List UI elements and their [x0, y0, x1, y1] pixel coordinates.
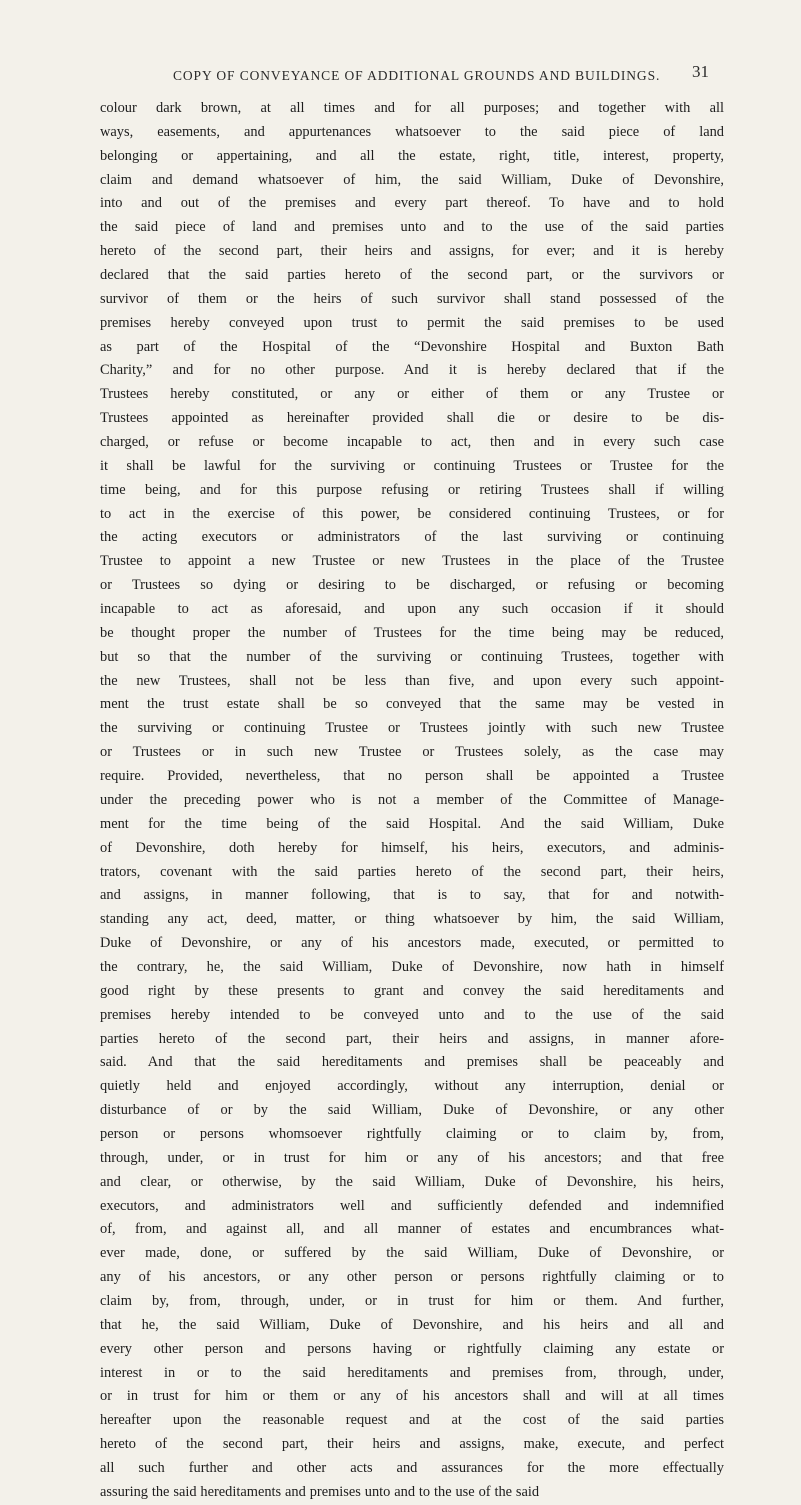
text-line: incapable to act as aforesaid, and upon any such occasion if it should	[100, 601, 724, 618]
text-line: good right by these presents to grant and convey the said hereditaments and	[100, 982, 724, 999]
text-line: the surviving or continuing Trustee or Trustees jointly with such new Trustee	[100, 720, 724, 737]
text-line: that he, the said William, Duke of Devonshire, and his heirs and all and	[100, 1316, 724, 1333]
text-line: into and out of the premises and every part thereof. To have and to hold	[100, 195, 724, 212]
text-line: Charity,” and for no other purpose. And it is hereby declared that if the	[100, 362, 724, 379]
text-line: or in trust for him or them or any of his ancestors shall and will at all times	[100, 1388, 724, 1405]
text-line: of Devonshire, doth hereby for himself, his heirs, executors, and adminis-	[100, 839, 724, 856]
text-line: hereto of the second part, their heirs and assigns, make, execute, and perfect	[100, 1436, 724, 1453]
text-line: declared that the said parties hereto of the second part, or the survivors or	[100, 267, 724, 284]
text-line: of, from, and against all, and all manner of estates and encumbrances what-	[100, 1221, 724, 1238]
text-line: time being, and for this purpose refusing or retiring Trustees shall if willing	[100, 481, 724, 498]
text-line: executors, and administrators well and sufficiently defended and indemnified	[100, 1197, 724, 1214]
text-line: the acting executors or administrators of the last surviving or continuing	[100, 529, 724, 546]
text-line: quietly held and enjoyed accordingly, without any interruption, denial or	[100, 1078, 724, 1095]
text-line: premises hereby intended to be conveyed unto and to the use of the said	[100, 1006, 724, 1023]
text-line: ways, easements, and appurtenances whatsoever to the said piece of land	[100, 123, 724, 140]
text-line: claim and demand whatsoever of him, the said William, Duke of Devonshire,	[100, 171, 724, 188]
text-line: and assigns, in manner following, that is to say, that for and notwith-	[100, 887, 724, 904]
text-line: all such further and other acts and assurances for the more effectually	[100, 1459, 724, 1476]
text-line: ment for the time being of the said Hospital. And the said William, Duke	[100, 815, 724, 832]
text-line: disturbance of or by the said William, Duke of Devonshire, or any other	[100, 1102, 724, 1119]
text-line: the said piece of land and premises unto and to the use of the said parties	[100, 219, 724, 236]
text-line: said. And that the said hereditaments and premises shall be peaceably and	[100, 1054, 724, 1071]
text-line: interest in or to the said hereditaments and premises from, through, under,	[100, 1364, 724, 1381]
text-line: require. Provided, nevertheless, that no person shall be appointed a Trustee	[100, 768, 724, 785]
text-line: to act in the exercise of this power, be considered continuing Trustees, or for	[100, 505, 724, 522]
text-line: the contrary, he, the said William, Duke of Devonshire, now hath in himself	[100, 958, 724, 975]
text-line: ever made, done, or suffered by the said William, Duke of Devonshire, or	[100, 1245, 724, 1262]
text-line: through, under, or in trust for him or any of his ancestors; and that free	[100, 1149, 724, 1166]
text-line: survivor of them or the heirs of such survivor shall stand possessed of the	[100, 290, 724, 307]
text-line: charged, or refuse or become incapable to act, then and in every such case	[100, 434, 724, 451]
text-line: the new Trustees, shall not be less than five, and upon every such appoint-	[100, 672, 724, 689]
running-head-title: COPY OF CONVEYANCE OF ADDITIONAL GROUNDS AND BUILDINGS.	[173, 68, 661, 83]
text-line: colour dark brown, at all times and for all purposes; and together with all	[100, 100, 724, 116]
page-number: 31	[692, 62, 709, 81]
text-line: claim by, from, through, under, or in trust for him or them. And further,	[100, 1292, 724, 1309]
text-line: and clear, or otherwise, by the said William, Duke of Devonshire, his heirs,	[100, 1173, 724, 1190]
text-line: Trustee to appoint a new Trustee or new Trustees in the place of the Trustee	[100, 553, 724, 570]
text-line: parties hereto of the second part, their heirs and assigns, in manner afore-	[100, 1030, 724, 1047]
text-line: Trustees appointed as hereinafter provided shall die or desire to be dis-	[100, 410, 724, 427]
text-line: premises hereby conveyed upon trust to permit the said premises to be used	[100, 314, 724, 331]
text-line: ment the trust estate shall be so conveyed that the same may be vested in	[100, 696, 724, 713]
text-line: belonging or appertaining, and all the estate, right, title, interest, property,	[100, 147, 724, 164]
text-line: as part of the Hospital of the “Devonshire Hospital and Buxton Bath	[100, 338, 724, 355]
text-line: standing any act, deed, matter, or thing whatsoever by him, the said William,	[100, 911, 724, 928]
text-line: trators, covenant with the said parties hereto of the second part, their heirs,	[100, 863, 724, 880]
text-line: Trustees hereby constituted, or any or either of them or any Trustee or	[100, 386, 724, 403]
text-line: hereto of the second part, their heirs and assigns, for ever; and it is hereby	[100, 243, 724, 260]
text-line: under the preceding power who is not a member of the Committee of Manage-	[100, 791, 724, 808]
text-line: hereafter upon the reasonable request and at the cost of the said parties	[100, 1412, 724, 1429]
text-line: assuring the said hereditaments and premises unto and to the use of the said	[100, 1483, 540, 1500]
body-text	[100, 97, 724, 1505]
text-line: every other person and persons having or rightfully claiming any estate or	[100, 1340, 724, 1357]
text-line: it shall be lawful for the surviving or continuing Trustees or Trustee for the	[100, 457, 724, 474]
text-line: person or persons whomsoever rightfully claiming or to claim by, from,	[100, 1125, 724, 1142]
text-line: but so that the number of the surviving or continuing Trustees, together with	[100, 648, 724, 665]
text-line: or Trustees so dying or desiring to be discharged, or refusing or becoming	[100, 577, 724, 594]
text-line: or Trustees or in such new Trustee or Trustees solely, as the case may	[100, 744, 724, 761]
text-line: Duke of Devonshire, or any of his ancestors made, executed, or permitted to	[100, 935, 724, 952]
text-line: be thought proper the number of Trustees for the time being may be reduced,	[100, 624, 724, 641]
text-line: any of his ancestors, or any other person or persons rightfully claiming or to	[100, 1269, 724, 1286]
